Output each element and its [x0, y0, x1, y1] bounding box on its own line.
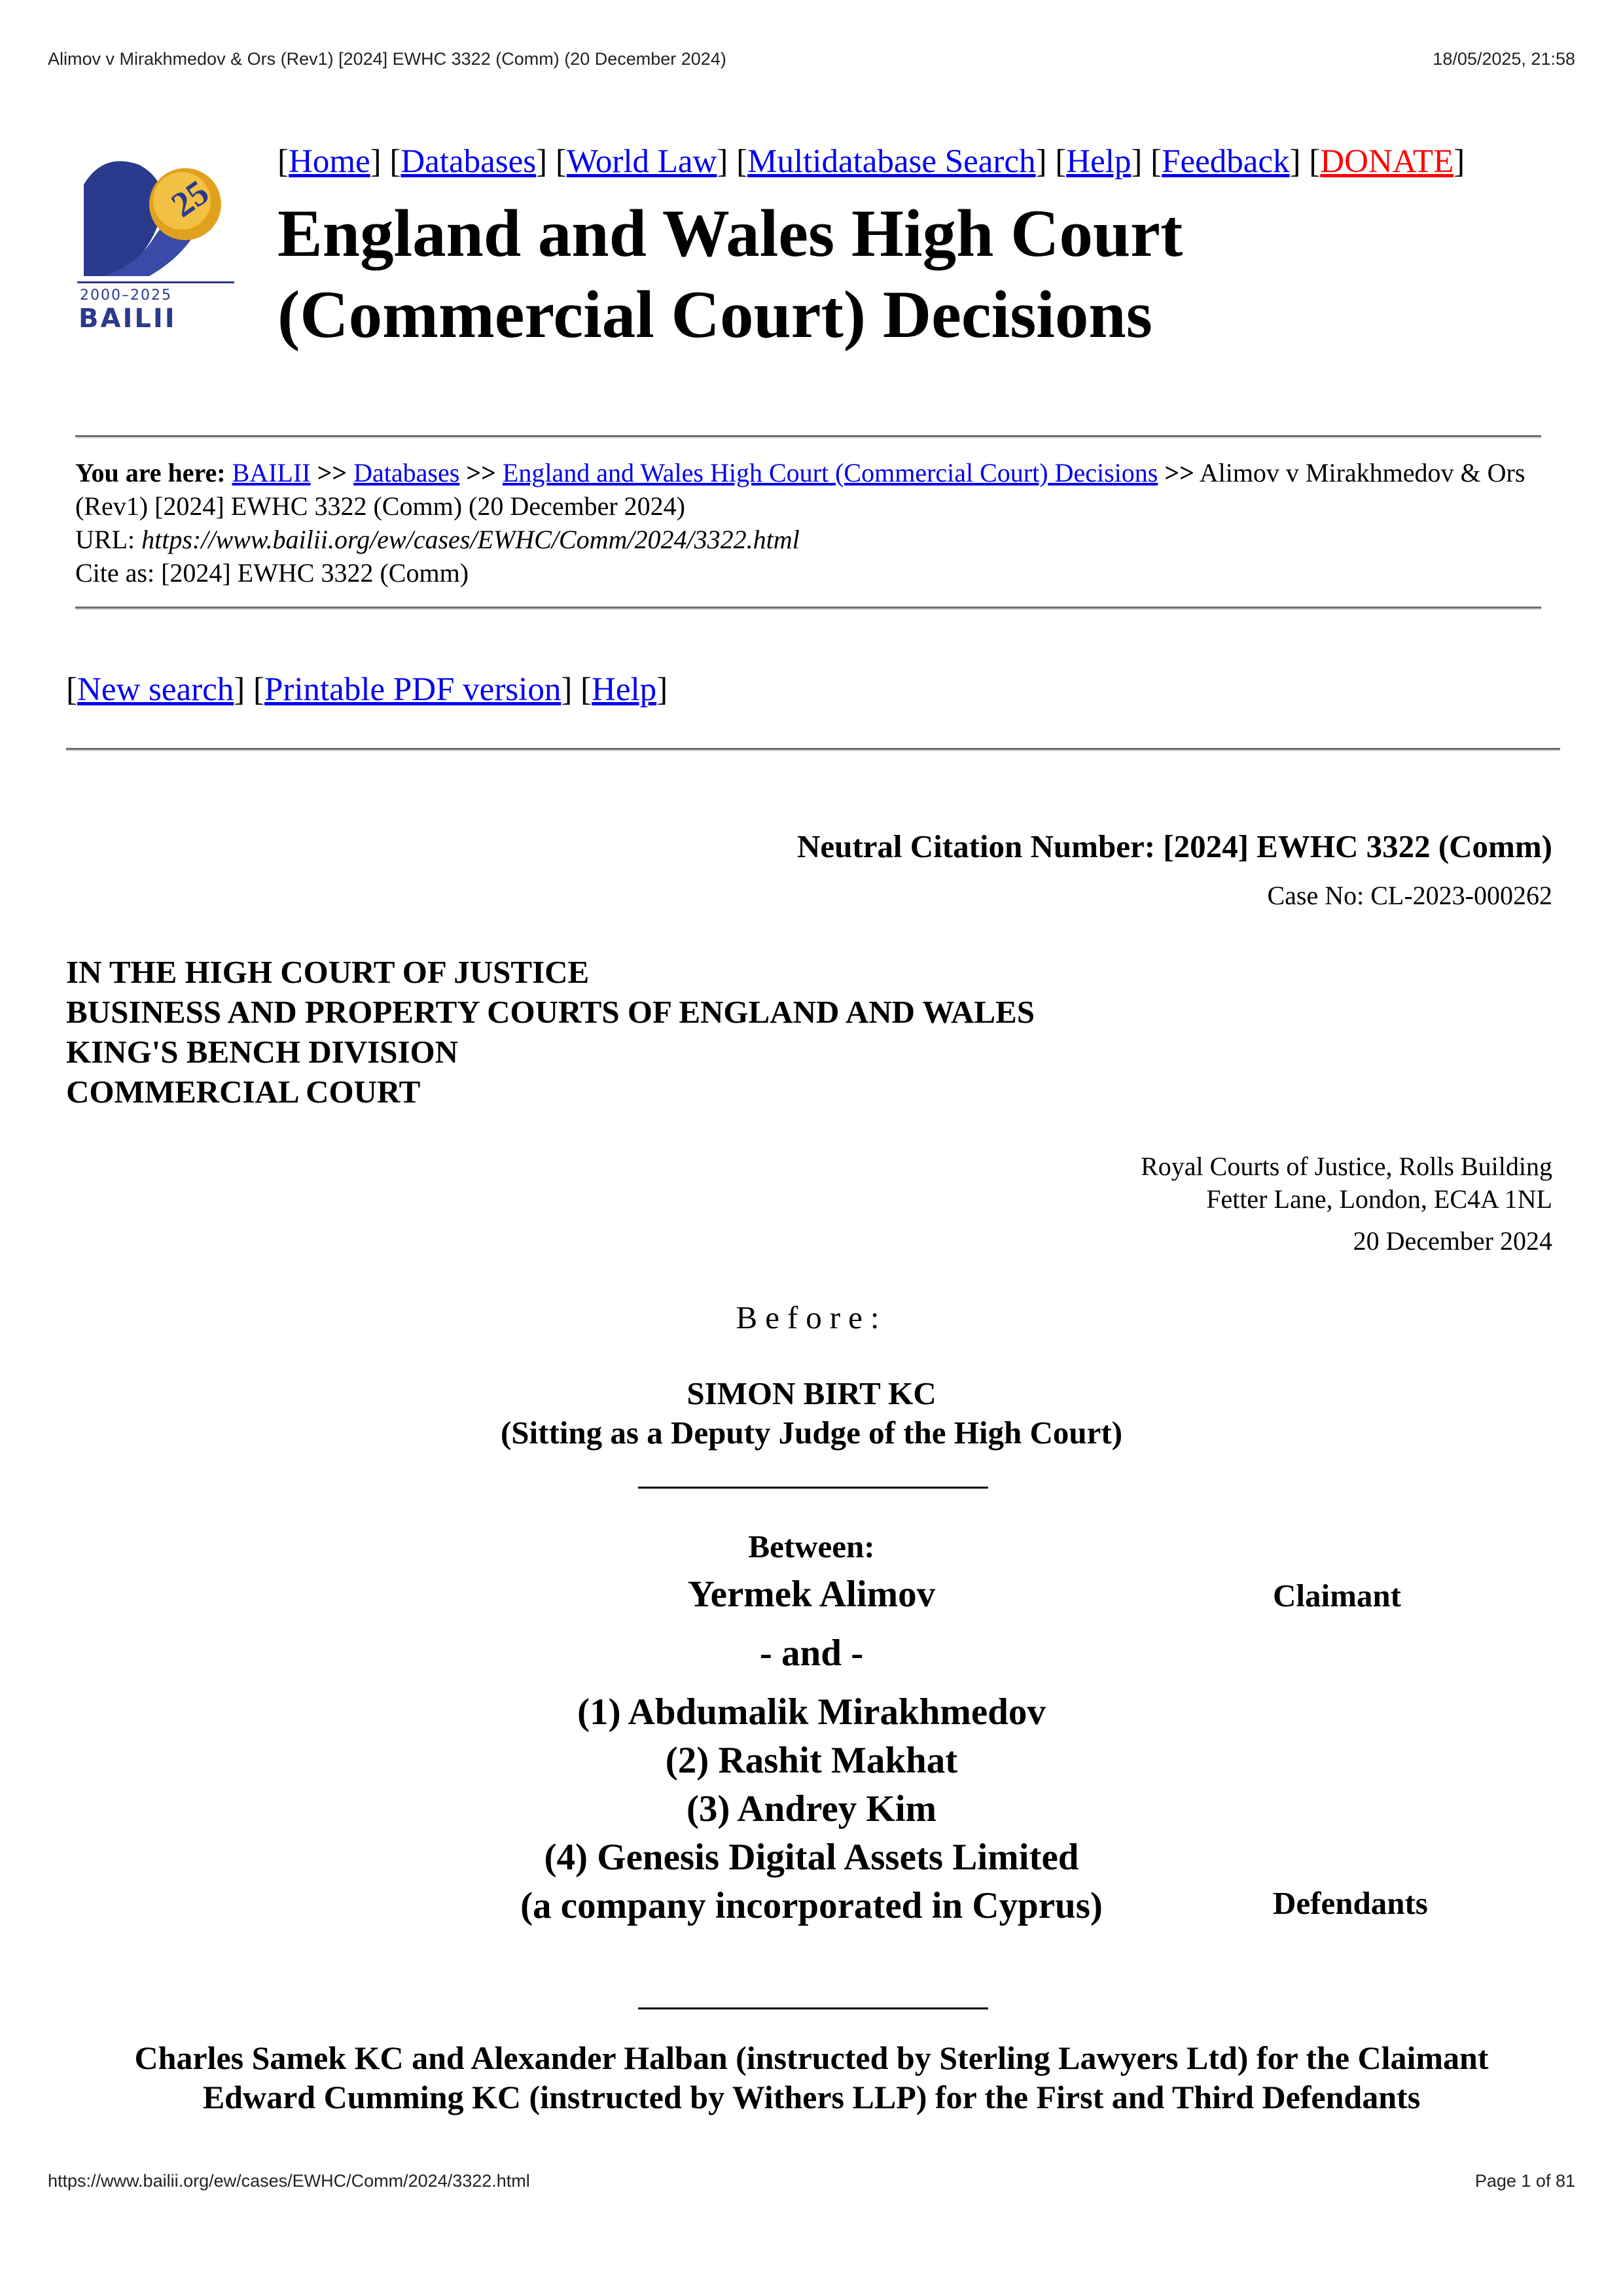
counsel-claimant: Charles Samek KC and Alexander Halban (instructed by Sterling Lawyers Ltd) for the Claimant: [134, 2040, 1489, 2076]
nav-help-link[interactable]: Help: [1066, 143, 1132, 180]
nav-databases-link[interactable]: Databases: [401, 143, 537, 180]
between-label: Between:: [748, 1528, 875, 1564]
breadcrumb: [75, 456, 1541, 590]
judge-name: SIMON BIRT KC: [687, 1375, 936, 1411]
logo-years: 2000–2025: [80, 287, 172, 304]
url-label: URL:: [75, 525, 135, 554]
breadcrumb-separator: >>: [317, 458, 348, 487]
court-address: [1141, 1150, 1552, 1216]
breadcrumb-item-court-decisions[interactable]: England and Wales High Court (Commercial Court) Decisions: [502, 458, 1158, 487]
claimant-role: Claimant: [1273, 1578, 1401, 1614]
nav-feedback-link[interactable]: Feedback: [1162, 143, 1290, 180]
top-nav: [Home] [Databases] [World Law] [Multidatabase Search] [Help] [Feedback] [DONATE]: [277, 143, 1465, 180]
breadcrumb-separator: >>: [1164, 458, 1194, 487]
neutral-citation: Neutral Citation Number: [2024] EWHC 3322 (Comm): [796, 828, 1552, 864]
defendant-role: Defendants: [1273, 1885, 1428, 1921]
separator-rule: [638, 1487, 988, 1489]
breadcrumb-current: Alimov v Mirakhmedov & Ors (Rev1) [2024] EWHC 3322 (Comm) (20 December 2024): [75, 458, 1525, 521]
breadcrumb-item-databases[interactable]: Databases: [353, 458, 460, 487]
court-line: IN THE HIGH COURT OF JUSTICE: [66, 954, 590, 990]
defendant-item: (a company incorporated in Cyprus): [520, 1885, 1103, 1926]
before-label: Before:: [736, 1299, 887, 1335]
claimant-name: Yermek Alimov: [687, 1574, 936, 1615]
judgment-date: 20 December 2024: [1353, 1226, 1552, 1256]
court-line: COMMERCIAL COURT: [66, 1074, 421, 1110]
defendant-item: (1) Abdumalik Mirakhmedov: [577, 1691, 1046, 1733]
site-title-line2: (Commercial Court) Decisions: [277, 277, 1152, 352]
breadcrumb-item-bailii[interactable]: BAILII: [232, 458, 311, 487]
breadcrumb-separator: >>: [466, 458, 496, 487]
print-footer: [48, 2171, 1575, 2191]
case-number: Case No: CL-2023-000262: [1267, 881, 1552, 910]
cite-value: [2024] EWHC 3322 (Comm): [161, 558, 469, 588]
nav-multidatabase-search-link[interactable]: Multidatabase Search: [747, 143, 1036, 180]
print-header: [48, 49, 1575, 69]
new-search-link[interactable]: New search: [77, 671, 234, 708]
court-line: KING'S BENCH DIVISION: [66, 1034, 459, 1070]
page-number: Page 1 of 81: [1474, 2171, 1575, 2191]
divider: [75, 607, 1541, 610]
breadcrumb-label: You are here:: [75, 458, 226, 487]
bailii-logo-graphic: [77, 145, 234, 332]
divider: [66, 748, 1560, 751]
defendants-list: [471, 1688, 1152, 1930]
bailii-logo[interactable]: [77, 145, 234, 332]
help-link[interactable]: Help: [592, 671, 657, 708]
separator-rule: [638, 2007, 988, 2009]
counsel-defendants: Edward Cumming KC (instructed by Withers LLP) for the First and Third Defendants: [202, 2079, 1421, 2115]
address-line: Fetter Lane, London, EC4A 1NL: [1206, 1184, 1552, 1214]
print-header-timestamp: 18/05/2025, 21:58: [1433, 49, 1575, 69]
defendant-item: (3) Andrey Kim: [686, 1788, 937, 1829]
counsel-block: [0, 2038, 1623, 2117]
cite-label: Cite as:: [75, 558, 155, 588]
defendant-item: (4) Genesis Digital Assets Limited: [544, 1837, 1079, 1878]
print-header-title: Alimov v Mirakhmedov & Ors (Rev1) [2024] EWHC 3322 (Comm) (20 December 2024): [48, 49, 726, 69]
address-line: Royal Courts of Justice, Rolls Building: [1141, 1152, 1552, 1181]
url-value: https://www.bailii.org/ew/cases/EWHC/Comm/2024/3322.html: [141, 525, 800, 554]
nav-home-link[interactable]: Home: [288, 143, 370, 180]
defendant-item: (2) Rashit Makhat: [665, 1740, 958, 1781]
nav-world-law-link[interactable]: World Law: [566, 143, 717, 180]
printable-pdf-link[interactable]: Printable PDF version: [264, 671, 562, 708]
document-tools: [New search] [Printable PDF version] [Help]: [66, 671, 668, 708]
judge: [0, 1374, 1623, 1453]
court-line: BUSINESS AND PROPERTY COURTS OF ENGLAND AND WALES: [66, 994, 1035, 1030]
logo-name: BAILII: [79, 304, 177, 332]
nav-donate-link[interactable]: DONATE: [1320, 143, 1454, 180]
and-separator: - and -: [759, 1633, 864, 1674]
divider: [75, 435, 1541, 438]
print-footer-url: https://www.bailii.org/ew/cases/EWHC/Comm/2024/3322.html: [48, 2171, 530, 2191]
court-block: [66, 952, 1035, 1112]
logo-badge: 25: [164, 172, 216, 225]
site-title-line1: England and Wales High Court: [277, 196, 1183, 271]
site-title: [277, 193, 1183, 355]
judge-capacity: (Sitting as a Deputy Judge of the High Court): [500, 1415, 1123, 1451]
